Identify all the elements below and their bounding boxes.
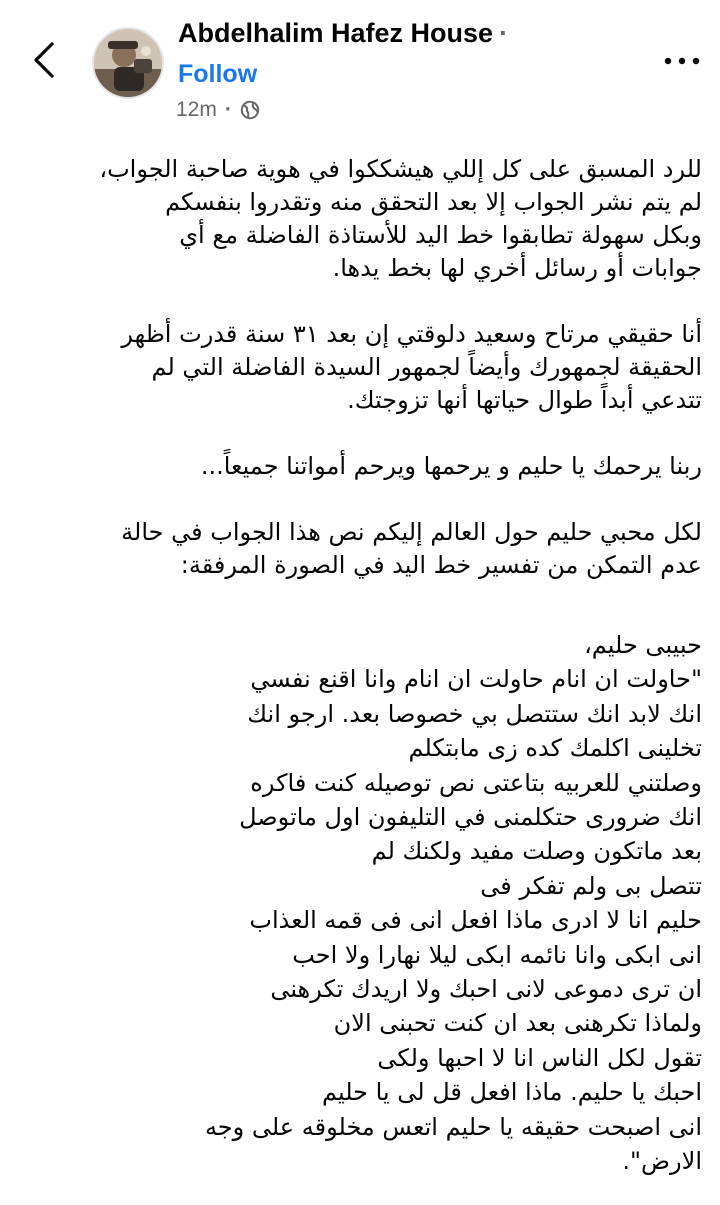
post-meta bbox=[176, 98, 260, 122]
text-line: لم يتم نشر الجواب إلا بعد التحقق منه وتقدروا بنفسكم bbox=[165, 188, 702, 216]
letter-line: احبك يا حليم. ماذا افعل قل لى يا حليم bbox=[322, 1078, 702, 1107]
post-text bbox=[18, 153, 702, 615]
letter-line: بعد ماتكون وصلت مفيد ولكنك لم bbox=[371, 837, 702, 866]
letter-line: وصلتني للعربيه بتاعتى نص توصيله كنت فاكره bbox=[250, 768, 702, 797]
page-name[interactable] bbox=[178, 18, 508, 49]
text-line: لكل محبي حليم حول العالم إليكم نص هذا الجواب في حالة bbox=[121, 518, 702, 546]
avatar-image bbox=[94, 29, 162, 97]
post-paragraph bbox=[18, 318, 702, 417]
letter-line: حليم انا لا ادرى ماذا افعل انى فى قمه العذاب bbox=[249, 906, 702, 935]
text-line: تتدعي أبداً طوال حياتها أنها تزوجتك. bbox=[347, 386, 702, 414]
name-dot: · bbox=[499, 18, 509, 48]
post-paragraph bbox=[18, 516, 702, 582]
letter-line: انك لابد انك ستتصل بي خصوصا بعد. ارجو انك bbox=[247, 699, 702, 728]
more-horizontal-icon bbox=[664, 57, 700, 65]
page-name-label[interactable]: Abdelhalim Hafez House bbox=[178, 18, 494, 48]
text-line: للرد المسبق على كل إللي هيشككوا في هوية صاحبة الجواب، bbox=[99, 155, 702, 183]
text-line: عدم التمكن من تفسير خط اليد في الصورة المرفقة: bbox=[180, 551, 702, 579]
letter-line: حبيبى حليم، bbox=[584, 631, 702, 659]
post-body bbox=[0, 143, 720, 1205]
text-line: ربنا يرحمك يا حليم و يرحمها ويرحم أمواتنا جميعاً... bbox=[200, 452, 702, 480]
letter-line: ولماذا تكرهنى بعد ان كنت تحبنى الان bbox=[333, 1009, 702, 1038]
text-line: الحقيقة لجمهورك وأيضاً لجمهور السيدة الفاضلة التي لم bbox=[151, 353, 702, 381]
text-line: جوابات أو رسائل أخري لها بخط يدها. bbox=[332, 254, 702, 282]
text-line: وبكل سهولة تطابقوا خط اليد للأستاذة الفاضلة مع أي bbox=[179, 221, 702, 249]
letter-line: تقول لكل الناس انا لا احبها ولكى bbox=[377, 1043, 702, 1072]
chevron-left-icon bbox=[32, 40, 56, 80]
letter-line: تتصل بى ولم تفكر فى bbox=[480, 871, 702, 900]
letter-line: انى اصبحت حقيقه يا حليم اتعس مخلوقه على وجه bbox=[204, 1112, 702, 1141]
back-button[interactable] bbox=[22, 38, 66, 82]
letter-line: تخلينى اكلمك كده زى مابتكلم bbox=[408, 734, 702, 763]
post-header bbox=[0, 0, 720, 144]
timestamp[interactable]: 12m bbox=[176, 98, 217, 121]
globe-icon bbox=[240, 100, 260, 120]
follow-button[interactable]: Follow bbox=[178, 60, 258, 88]
letter-line: ان ترى دموعى لانى احبك ولا اريدك تكرهنى bbox=[270, 975, 702, 1004]
text-line: أنا حقيقي مرتاح وسعيد دلوقتي إن بعد ٣١ سنة قدرت أظهر bbox=[121, 320, 702, 348]
letter-line: انى ابكى وانا نائمه ابكى ليلا نهارا ولا احب bbox=[292, 940, 702, 969]
letter-line: "حاولت ان انام حاولت ان انام وانا اقنع نفسي bbox=[250, 665, 702, 694]
letter-line: انك ضرورى حتكلمنى في التليفون اول ماتوصل bbox=[239, 803, 702, 832]
more-options-button[interactable] bbox=[660, 46, 704, 76]
page-avatar[interactable] bbox=[92, 27, 164, 99]
letter-line: الارض". bbox=[622, 1147, 702, 1176]
meta-separator: · bbox=[224, 98, 232, 121]
post-paragraph bbox=[18, 450, 702, 483]
post-paragraph bbox=[18, 153, 702, 285]
letter-transcript bbox=[18, 628, 702, 1179]
